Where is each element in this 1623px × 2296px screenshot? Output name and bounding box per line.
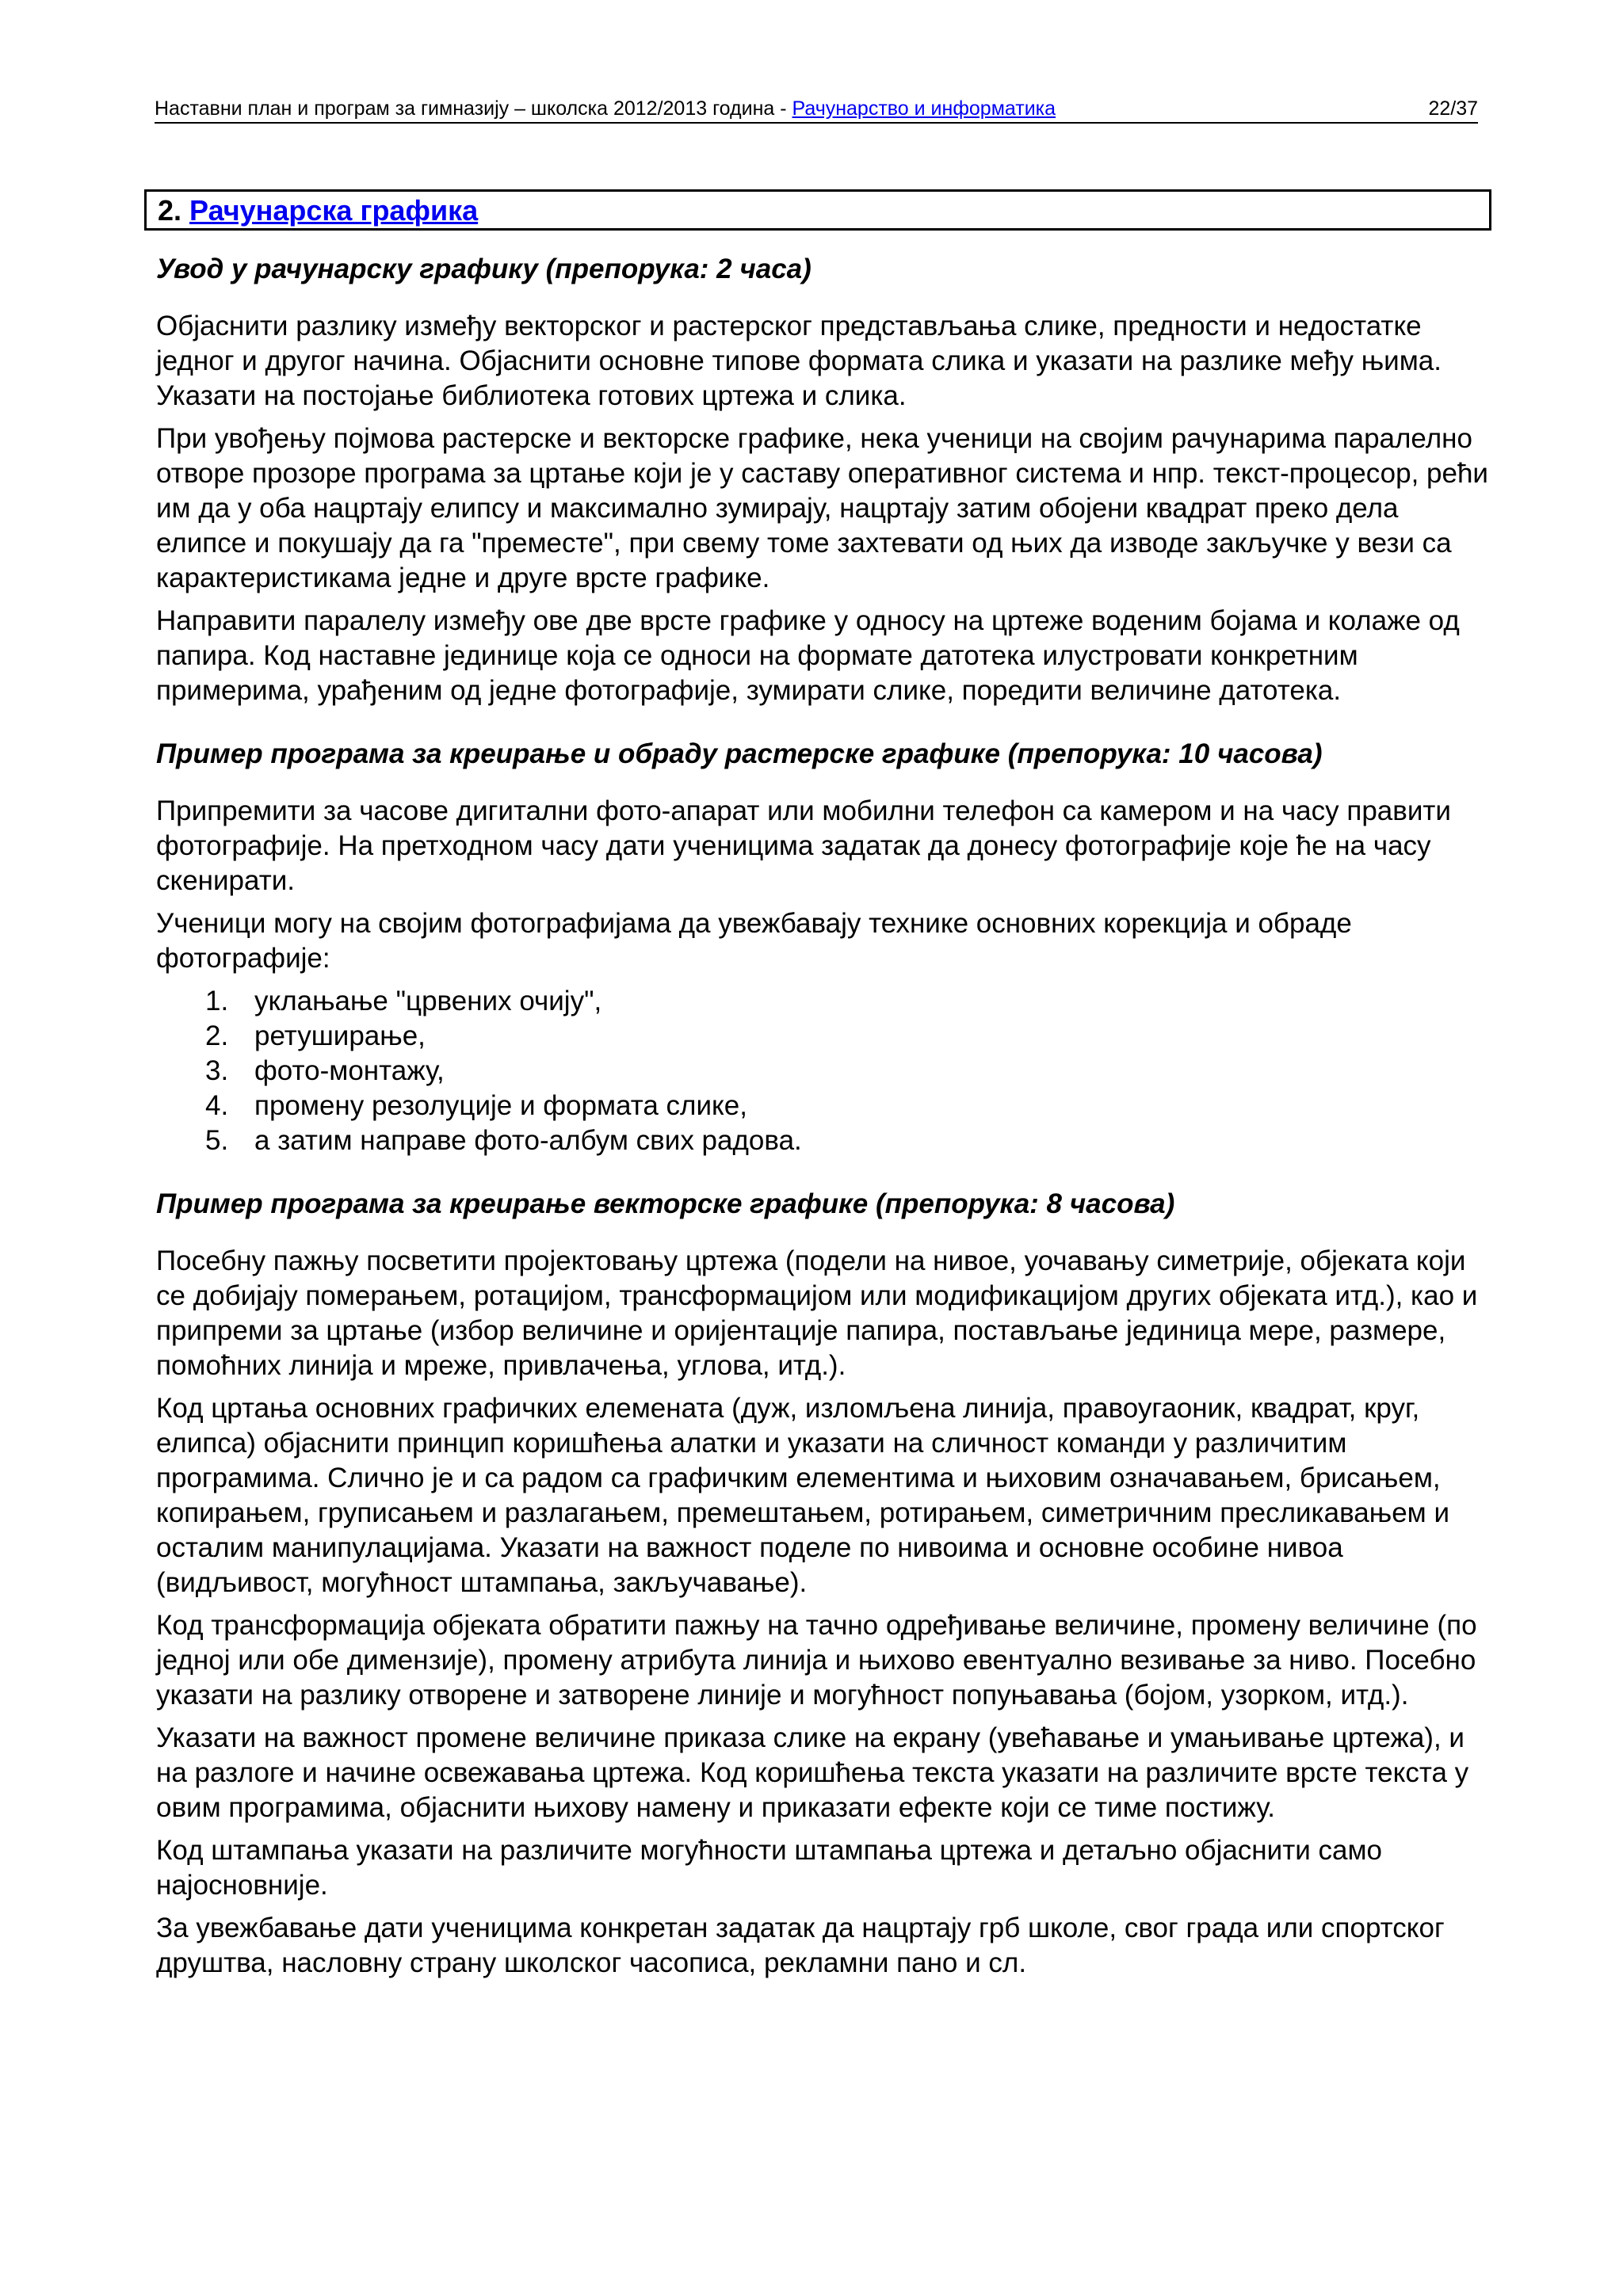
page-header: [155, 95, 1478, 124]
header-link[interactable]: Рачунарство и информатика: [792, 97, 1056, 120]
paragraph: Направити паралелу између ове две врсте графике у односу на цртеже воденим бојама и колаже од папира. Код наставне јединице која се односи на формате датотека илустровати конкретним примерима, урађеним од једне фотографије, зумирати слике, поредити величине датотека.: [156, 605, 1460, 706]
list-text: ретуширање,: [254, 1020, 426, 1051]
numbered-list: [156, 984, 1495, 1158]
section-heading-box: [144, 189, 1491, 231]
list-number: 3.: [205, 1055, 229, 1086]
subheading-raster: Пример програма за креирање и обраду растерске графике (препорука: 10 часова): [156, 738, 1323, 769]
paragraph: Објаснити разлику између векторског и растерског представљања слике, предности и недостатке једног и другог начина. Објаснити основне типове формата слика и указати на разлике међу њима. Указати на постојање библиотека готових цртежа и слика.: [156, 311, 1442, 411]
list-item: [156, 984, 1495, 1019]
list-text: фото-монтажу,: [254, 1055, 445, 1086]
list-item: [156, 1019, 1495, 1054]
list-item: [156, 1054, 1495, 1089]
paragraph: Код штампања указати на различите могућности штампања цртежа и детаљно објаснити само најосновније.: [156, 1835, 1382, 1901]
list-number: 2.: [205, 1020, 229, 1051]
list-item: [156, 1123, 1495, 1158]
paragraph: Припремити за часове дигитални фото-апарат или мобилни телефон са камером и на часу правити фотографије. На претходном часу дати ученицима задатак да донесу фотографије које ће на часу скенирати.: [156, 795, 1451, 896]
spacer: [156, 716, 1495, 737]
list-item: [156, 1089, 1495, 1123]
subheading-vector: Пример програма за креирање векторске графике (препорука: 8 часова): [156, 1188, 1175, 1219]
list-number: 1.: [205, 986, 229, 1016]
page-number: 22/37: [1428, 97, 1478, 120]
paragraph: Код цртања основних графичких елемената (дуж, изломљена линија, правоугаоник, квадрат, круг, елипса) објаснити принцип коришћења алатки и указати на сличност команди у различитим програмима. Слично је и са радом са графичким елементима и њиховим означавањем, брисањем, копирањем, груписањем и разлагањем, премештањем, ротирањем, симетричним пресликавањем и осталим манипулацијама. Указати на важност поделе по нивоима и основне особине нивоа (видљивост, могућност штампања, закључавање).: [156, 1393, 1450, 1598]
list-text: а затим направе фото-албум свих радова.: [254, 1125, 802, 1156]
list-number: 4.: [205, 1090, 229, 1121]
list-text: уклањање "црвених очију",: [254, 986, 602, 1016]
paragraph: Ученици могу на својим фотографијама да увежбавају технике основних корекција и обраде фотографије:: [156, 908, 1352, 974]
list-number: 5.: [205, 1125, 229, 1156]
document-body: [156, 252, 1495, 1989]
paragraph: За увежбавање дати ученицима конкретан задатак да нацртају грб школе, свог града или спортског друштва, насловну страну школског часописа, рекламни пано и сл.: [156, 1913, 1445, 1978]
paragraph: Посебну пажњу посветити пројектовању цртежа (подели на нивое, уочавању симетрије, објеката који се добијају померањем, ротацијом, трансформацијом или модификацијом других објеката итд.), као и припреми за цртање (избор величине и оријентације папира, постављање јединица мере, размере, помоћних линија и мреже, привлачења, углова, итд.).: [156, 1245, 1478, 1381]
section-title: [158, 195, 478, 227]
paragraph: Указати на важност промене величине приказа слике на екрану (увећавање и умањивање цртежа), и на разлоге и начине освежавања цртежа. Код коришћења текста указати на различите врсте текста у овим програмима, објаснити њихову намену и приказати ефекте који се тиме постижу.: [156, 1722, 1469, 1823]
subheading-intro: Увод у рачунарску графику (препорука: 2 часа): [156, 254, 812, 284]
spacer: [156, 1158, 1495, 1187]
list-text: промену резолуције и формата слике,: [254, 1090, 747, 1121]
section-number: 2.: [158, 194, 182, 227]
header-left: [155, 95, 1056, 122]
paragraph: При увођењу појмова растерске и векторске графике, нека ученици на својим рачунарима паралелно отворе прозоре програма за цртање који је у саставу оперативног система и нпр. текст-процесор, рећи им да у оба нацртају елипсу и максимално зумирају, нацртају затим обојени квадрат преко дела елипсе и покушају да га "преместе", при свему томе захтевати од њих да изводе закључке у вези са карактеристикама једне и друге врсте графике.: [156, 423, 1488, 593]
section-title-link[interactable]: Рачунарска графика: [189, 194, 479, 227]
header-text: Наставни план и програм за гимназију – школска 2012/2013 година -: [155, 97, 792, 120]
paragraph: Код трансформација објеката обратити пажњу на тачно одређивање величине, промену величине (по једној или обе димензије), промену атрибута линија и њихово евентуално везивање за ниво. Посебно указати на разлику отворене и затворене линије и могућност попуњавања (бојом, узорком, итд.).: [156, 1610, 1477, 1711]
